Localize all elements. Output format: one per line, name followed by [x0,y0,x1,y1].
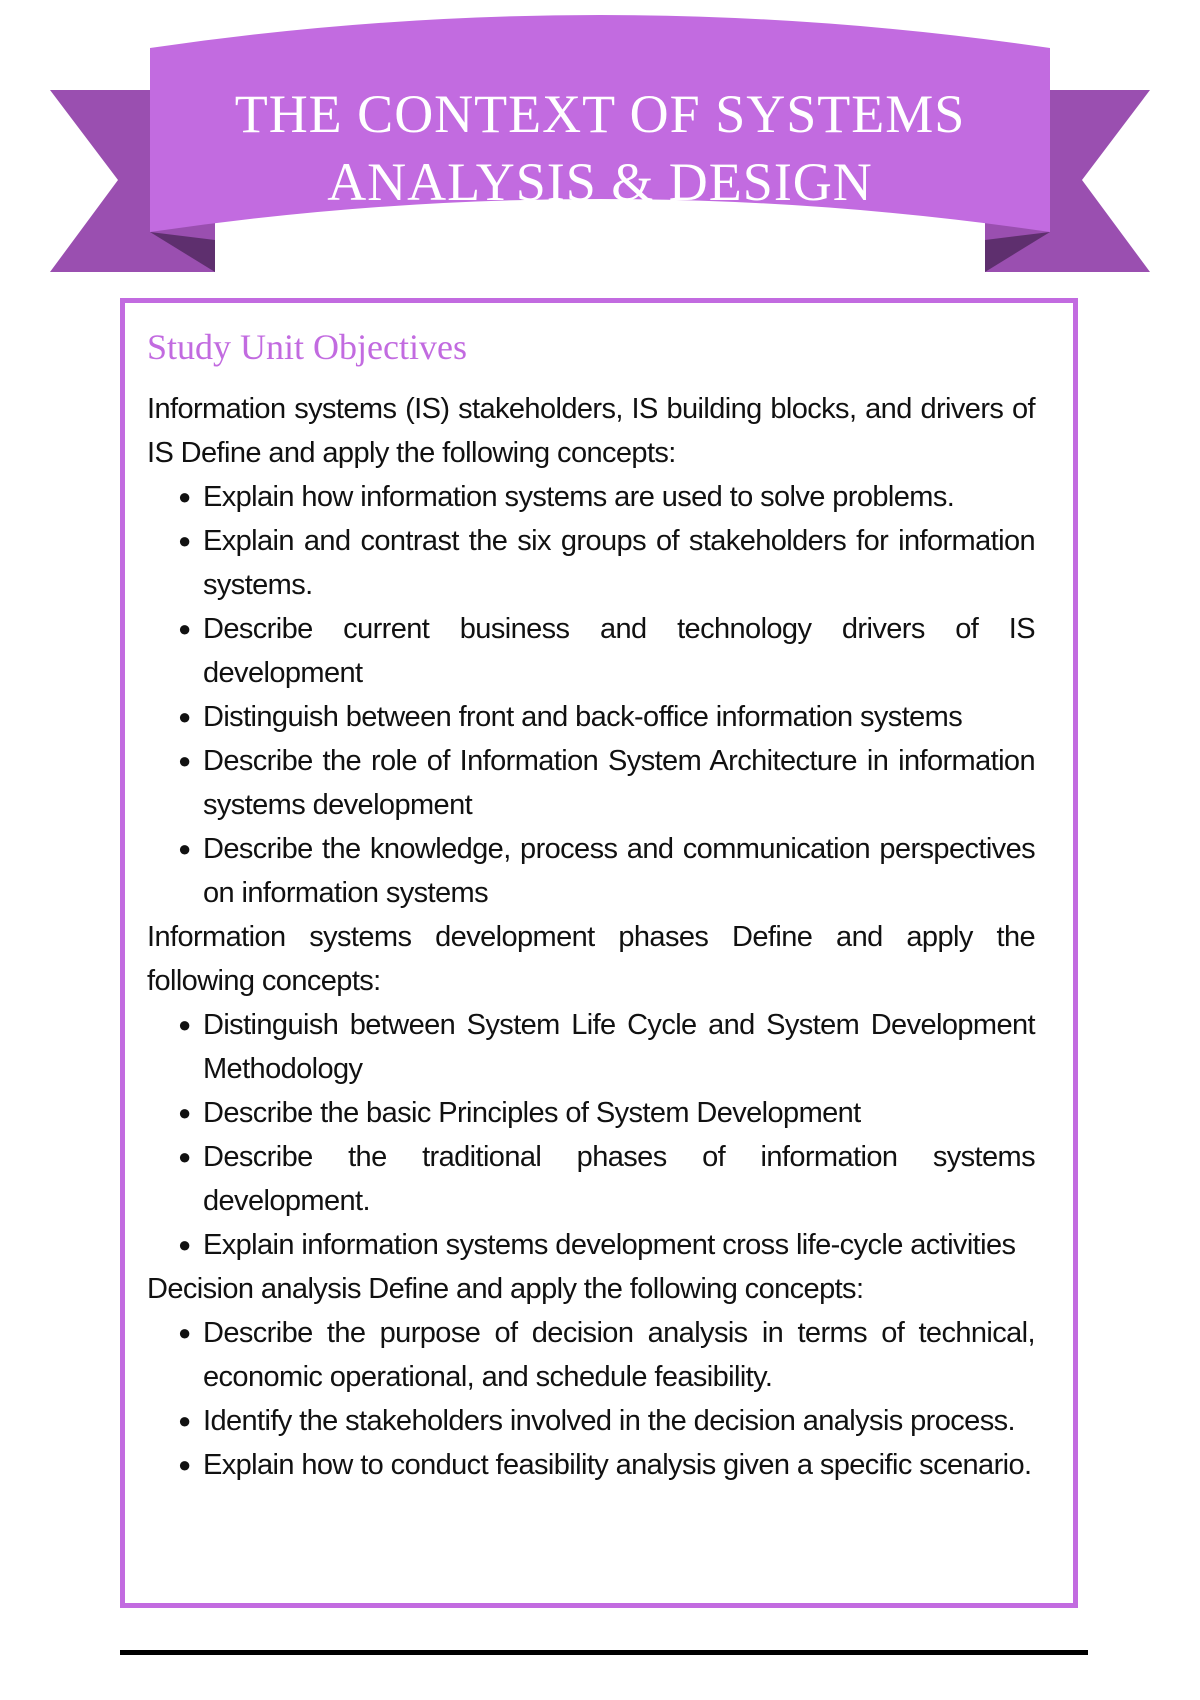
title-line-1: THE CONTEXT OF SYSTEMS [234,84,966,144]
bullet-icon: ● [178,1452,191,1477]
bullet-icon: ● [178,1012,191,1037]
title-line-2: ANALYSIS & DESIGN [327,152,873,212]
bullet-icon: ● [178,748,191,773]
list-item: ● Identify the stakeholders involved in the decision analysis process. [203,1399,1035,1443]
list-item: ● Describe the role of Information System Architecture in information systems development [203,739,1035,827]
bullet-icon: ● [178,836,191,861]
list-item: ● Describe current business and technology drivers of IS development [203,607,1035,695]
section-2-intro: Information systems development phases Define and apply the following concepts: [147,921,1035,997]
bullet-icon: ● [178,1232,191,1257]
section-3-list [147,1311,1035,1487]
bullet-icon: ● [178,1408,191,1433]
list-item: ● Describe the traditional phases of information systems development. [203,1135,1035,1223]
section-1-list [147,475,1035,915]
list-item: ● Explain how information systems are used to solve problems. [203,475,1035,519]
bullet-icon: ● [178,528,191,553]
list-item: ● Distinguish between System Life Cycle and System Development Methodology [203,1003,1035,1091]
bullet-icon: ● [178,1100,191,1125]
section-2-list [147,1003,1035,1267]
list-item: ● Explain information systems development cross life-cycle activities [203,1223,1035,1267]
bullet-icon: ● [178,1320,191,1345]
bullet-icon: ● [178,616,191,641]
section-heading: Study Unit Objectives [147,327,467,367]
study-unit-objectives-box [120,298,1078,1608]
section-3-intro: Decision analysis Define and apply the following concepts: [147,1273,864,1305]
list-item: ● Explain how to conduct feasibility analysis given a specific scenario. [203,1443,1035,1487]
list-item: ● Describe the purpose of decision analysis in terms of technical, economic operational, and schedule feasibility. [203,1311,1035,1399]
list-item: ● Explain and contrast the six groups of stakeholders for information systems. [203,519,1035,607]
bottom-divider-rule [120,1650,1088,1655]
document-title [150,80,1050,216]
list-item: ● Describe the knowledge, process and communication perspectives on information systems [203,827,1035,915]
bullet-icon: ● [178,484,191,509]
section-1-intro: Information systems (IS) stakeholders, IS building blocks, and drivers of IS Define and apply the following concepts: [147,393,1035,469]
bullet-icon: ● [178,1144,191,1169]
bullet-icon: ● [178,704,191,729]
list-item: ● Distinguish between front and back-office information systems [203,695,1035,739]
list-item: ● Describe the basic Principles of System Development [203,1091,1035,1135]
